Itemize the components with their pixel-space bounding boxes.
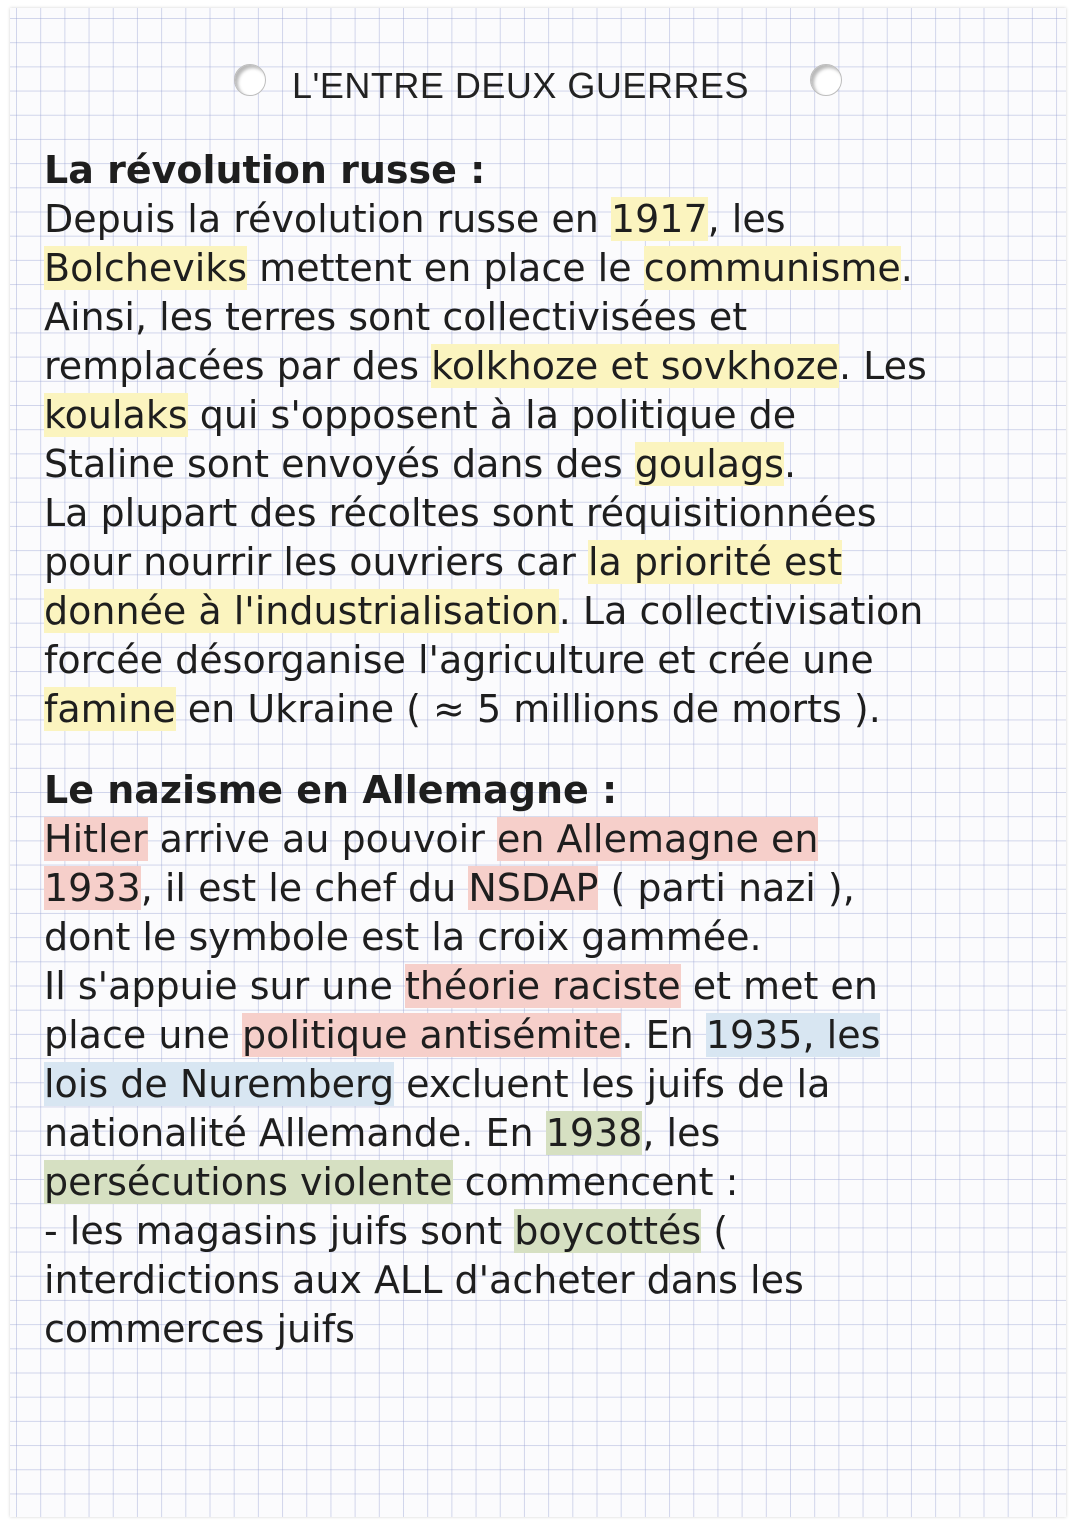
text-line: famine en Ukraine ( ≈ 5 millions de morts ). [44, 687, 881, 731]
notes-content [44, 146, 1044, 1354]
highlight-red: 1933 [44, 866, 141, 910]
text-line: commerces juifs [44, 1307, 355, 1351]
punch-hole-right [810, 64, 842, 96]
highlight-yellow: la priorité est [588, 540, 843, 584]
highlight-green: persécutions violente [44, 1160, 453, 1204]
text-line: donnée à l'industrialisation. La collectivisation [44, 589, 924, 633]
text-line: Bolcheviks mettent en place le communisme. [44, 246, 913, 290]
highlight-yellow: famine [44, 687, 176, 731]
highlight-red: politique antisémite [241, 1013, 622, 1057]
text-line: La plupart des récoltes sont réquisitionnées [44, 491, 877, 535]
highlight-yellow: 1917 [610, 197, 708, 241]
text-line: persécutions violente commencent : [44, 1160, 739, 1204]
highlight-blue: 1935, les [705, 1013, 881, 1057]
highlight-yellow: koulaks [44, 393, 188, 437]
section-gap [44, 734, 1044, 766]
punch-hole-left [234, 64, 266, 96]
highlight-yellow: Bolcheviks [44, 246, 248, 290]
text-line: place une politique antisémite. En 1935, les [44, 1013, 881, 1057]
text-line: forcée désorganise l'agriculture et crée une [44, 638, 874, 682]
section-heading-russian-revolution: La révolution russe : [44, 148, 486, 192]
text-line: nationalité Allemande. En 1938, les [44, 1111, 721, 1155]
text-line: - les magasins juifs sont boycottés ( [44, 1209, 729, 1253]
text-line: Depuis la révolution russe en 1917, les [44, 197, 786, 241]
text-line: Staline sont envoyés dans des goulags. [44, 442, 797, 486]
text-line: dont le symbole est la croix gammée. [44, 915, 762, 959]
highlight-red: en Allemagne en [496, 817, 819, 861]
highlight-red: Hitler [44, 817, 148, 861]
text-line: koulaks qui s'opposent à la politique de [44, 393, 797, 437]
text-line: interdictions aux ALL d'acheter dans les [44, 1258, 804, 1302]
section-heading-nazism: Le nazisme en Allemagne : [44, 768, 618, 812]
highlight-red: théorie raciste [404, 964, 681, 1008]
highlight-yellow: goulags [634, 442, 784, 486]
page-title: L'ENTRE DEUX GUERRES [292, 65, 749, 106]
highlight-yellow: donnée à l'industrialisation [44, 589, 559, 633]
text-line: remplacées par des kolkhoze et sovkhoze. Les [44, 344, 927, 388]
highlight-green: boycottés [514, 1209, 702, 1253]
highlight-green: 1938 [545, 1111, 643, 1155]
text-line: lois de Nuremberg excluent les juifs de la [44, 1062, 831, 1106]
grid-paper-sheet [10, 8, 1066, 1517]
text-line: pour nourrir les ouvriers car la priorité est [44, 540, 843, 584]
text-line: Hitler arrive au pouvoir en Allemagne en [44, 817, 819, 861]
text-line: 1933, il est le chef du NSDAP ( parti nazi ), [44, 866, 855, 910]
highlight-yellow: communisme [643, 246, 901, 290]
highlight-blue: lois de Nuremberg [44, 1062, 395, 1106]
text-line: Ainsi, les terres sont collectivisées et [44, 295, 748, 339]
highlight-red: NSDAP [468, 866, 599, 910]
text-line: Il s'appuie sur une théorie raciste et met en [44, 964, 878, 1008]
highlight-yellow: kolkhoze et sovkhoze [431, 344, 839, 388]
